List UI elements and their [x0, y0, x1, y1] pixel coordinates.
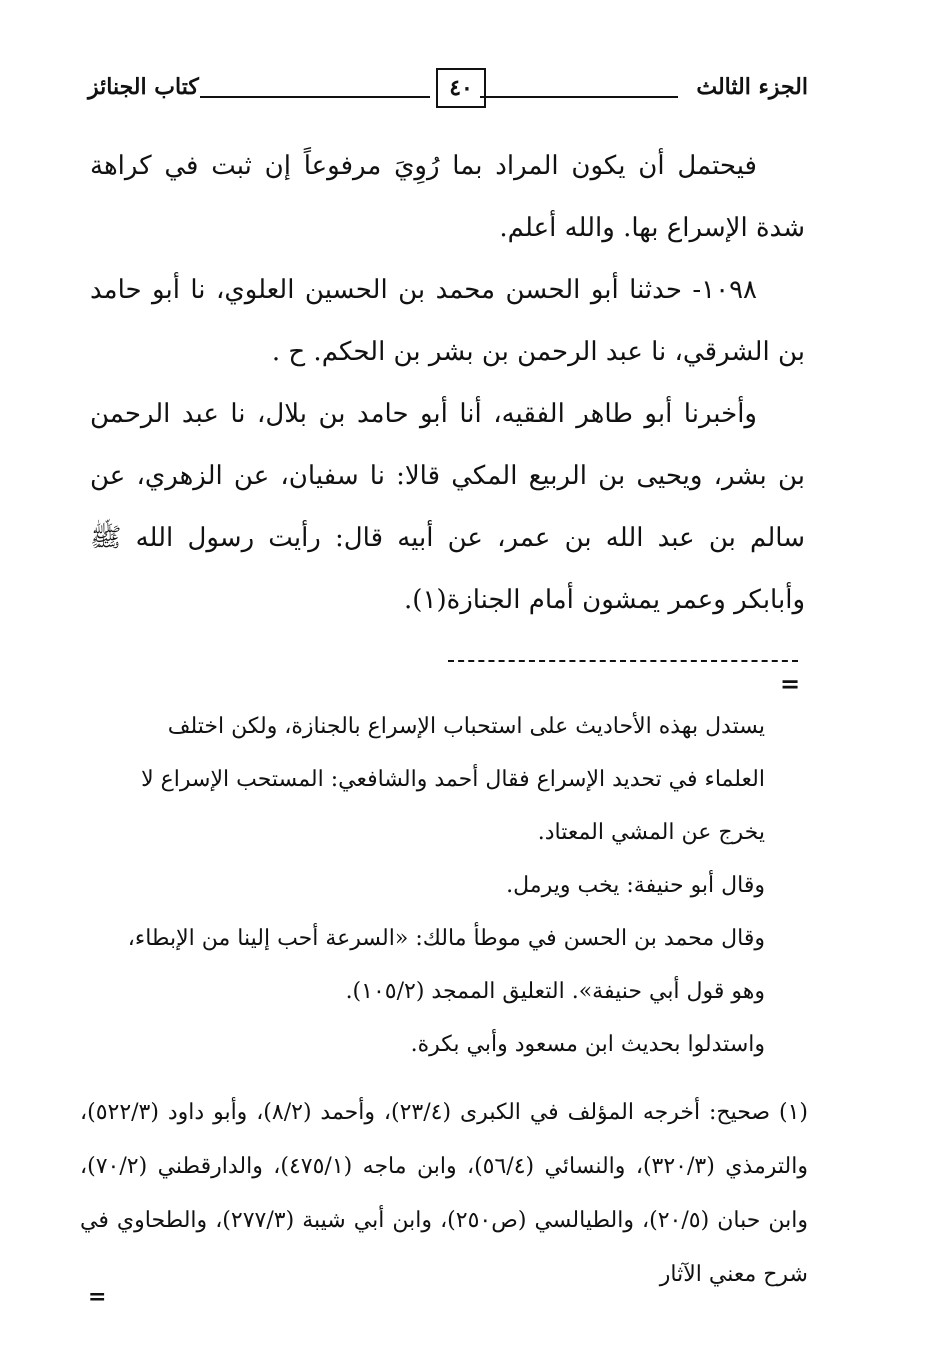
footnote-separator: [448, 660, 798, 662]
commentary-line: وقال محمد بن الحسن في موطأ مالك: «السرعة أحب إلينا من الإبطاء،: [127, 926, 765, 951]
separator-mark: =: [780, 669, 801, 698]
commentary-line: يستدل بهذه الأحاديث على استحباب الإسراع بالجنازة، ولكن اختلف: [167, 714, 765, 739]
footnote: [80, 1086, 808, 1302]
paragraph-1: فيحتمل أن يكون المراد بما رُوِيَ مرفوعاً إن ثبت في كراهة شدة الإسراع بها. والله أعلم.: [90, 151, 805, 243]
commentary: [90, 700, 805, 1071]
continue-mark: =: [88, 1284, 107, 1310]
header-rule-right: [480, 96, 678, 98]
hadith-1098-chain: ١٠٩٨- حدثنا أبو الحسن محمد بن الحسين العلوي، نا أبو حامد بن الشرقي، نا عبد الرحمن بن بشر بن الحكم. ح .: [90, 275, 805, 367]
page-number: ٤٠: [436, 68, 486, 108]
commentary-line: العلماء في تحديد الإسراع فقال أحمد والشافعي: المستحب الإسراع لا: [141, 767, 765, 792]
commentary-line: واستدلوا بحديث ابن مسعود وأبي بكرة.: [410, 1032, 765, 1057]
commentary-line: وهو قول أبي حنيفة». التعليق الممجد (١٠٥/٢).: [345, 979, 765, 1004]
page-header: [88, 68, 808, 112]
main-text: [90, 135, 805, 631]
book-title: كتاب الجنائز: [88, 74, 199, 100]
footnote-text: (١) صحيح: أخرجه المؤلف في الكبرى (٢٣/٤)، وأحمد (٨/٢)، وأبو داود (٥٢٢/٣)، والترمذي (٣٢٠/٣)، والنسائي (٥٦/٤)، وابن ماجه (٤٧٥/١)، والدارقطني (٧٠/٢)، وابن حبان (٢٠/٥)، والطيالسي (ص٢٥٠)، وابن أبي شيبة (٢٧٧/٣)، والطحاوي في شرح معني الآثار: [80, 1100, 809, 1287]
commentary-line: يخرج عن المشي المعتاد.: [537, 820, 765, 845]
commentary-line: وقال أبو حنيفة: يخب ويرمل.: [506, 873, 765, 898]
header-rule-left: [200, 96, 430, 98]
hadith-1098-text: وأخبرنا أبو طاهر الفقيه، أنا أبو حامد بن بلال، نا عبد الرحمن بن بشر، ويحيى بن الربيع المكي قالا: نا سفيان، عن الزهري، عن سالم بن عبد الله بن عمر، عن أبيه قال: رأيت رسول الله ﷺ وأبابكر وعمر يمشون أمام الجنازة(١).: [90, 399, 805, 615]
volume-label: الجزء الثالث: [696, 74, 808, 100]
